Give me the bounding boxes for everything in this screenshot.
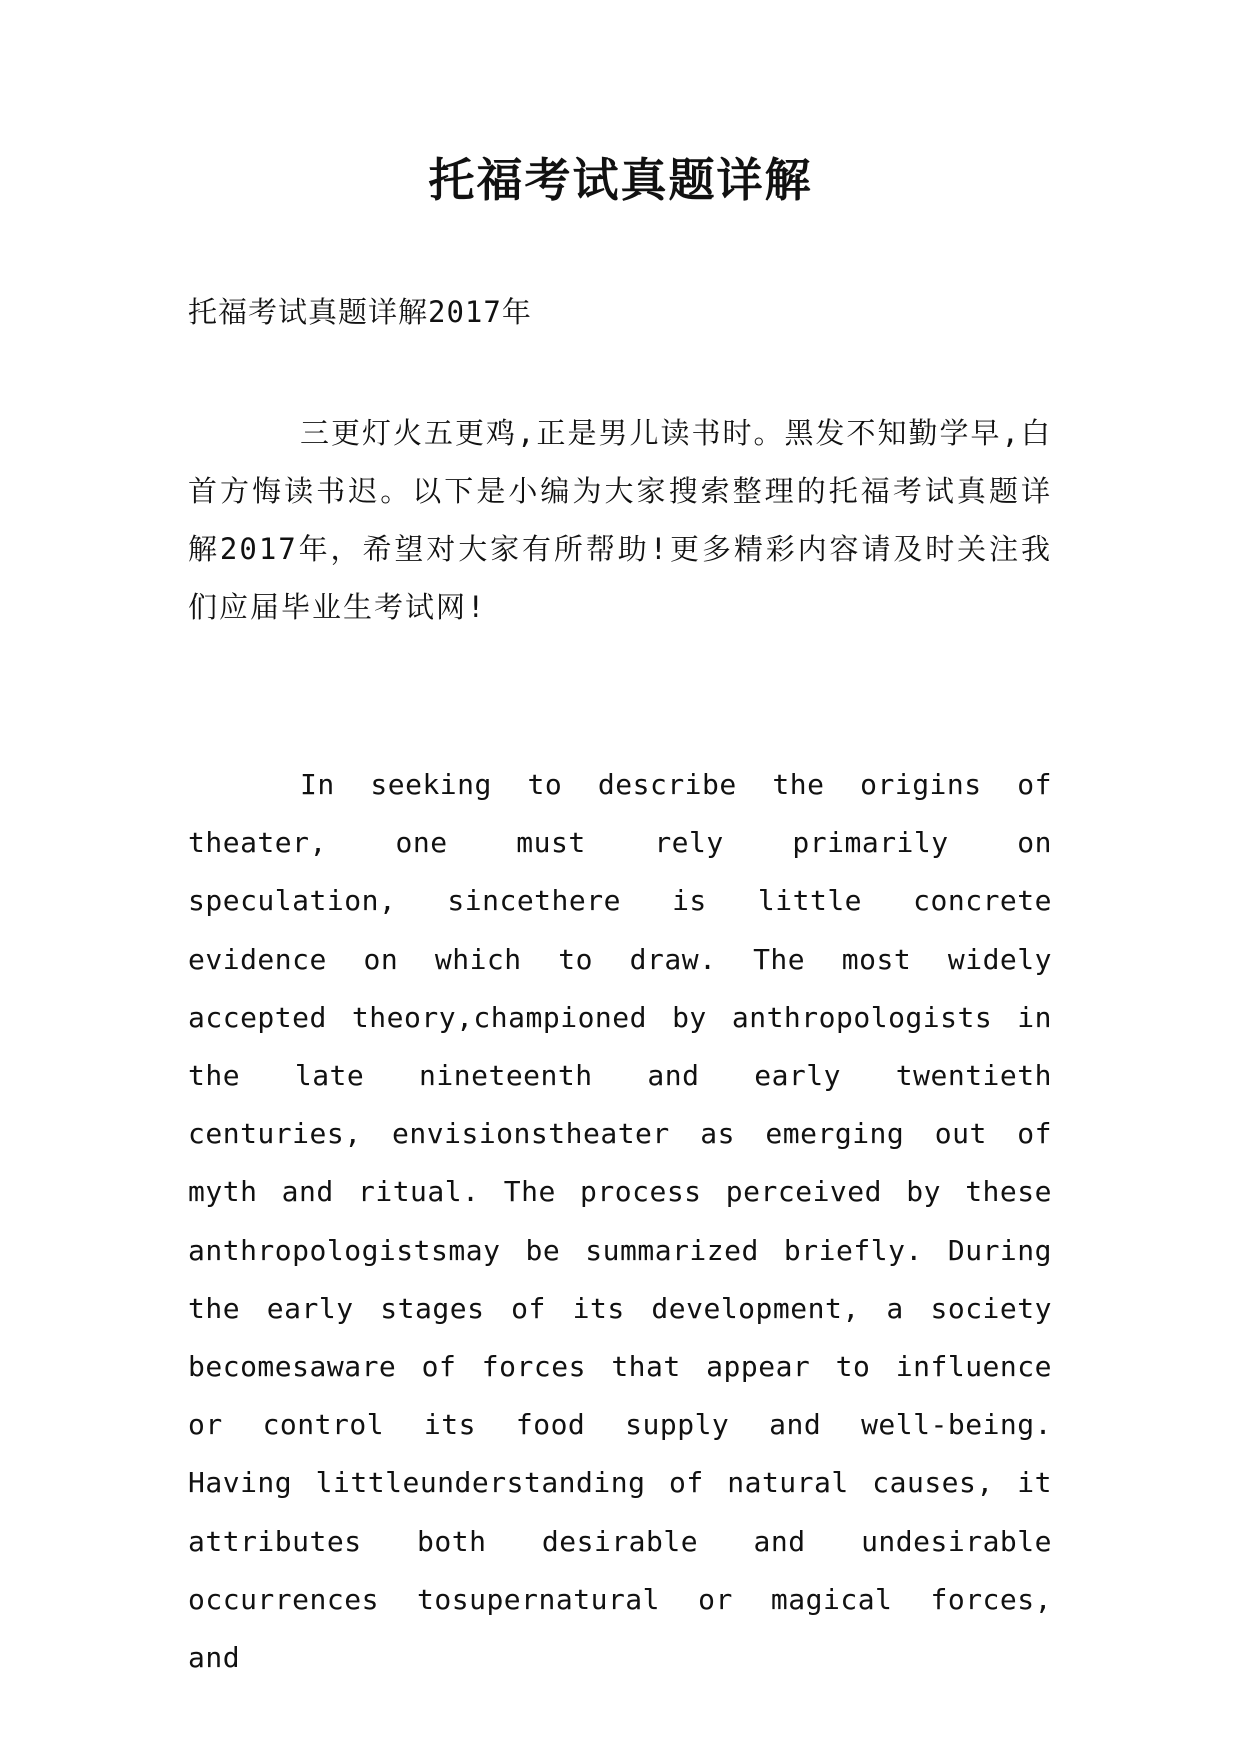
document-subtitle: 托福考试真题详解2017年: [188, 295, 532, 329]
passage-paragraph: In seeking to describe the origins of theater, one must rely primarily on speculation, sincethere is little concrete evidence on which to draw. The most widely accepted theory,championed by anthropologists in the late nineteenth and early twentieth centuries, envisionstheater as emerging out of myth and ritual. The process perceived by these anthropologistsmay be summarized briefly. During the early stages of its development, a society becomesaware of forces that appear to influence or control its food supply and well-being. Having littleunderstanding of natural causes, it attributes both desirable and undesirable occurrences tosupernatural or magical forces, and: [188, 768, 1052, 1675]
intro-paragraph: 三更灯火五更鸡,正是男儿读书时。黑发不知勤学早,白首方悔读书迟。以下是小编为大家搜索整理的托福考试真题详解2017年，希望对大家有所帮助!更多精彩内容请及时关注我们应届毕业生考试网!: [188, 416, 1052, 624]
page-title: 托福考试真题详解: [428, 153, 813, 207]
